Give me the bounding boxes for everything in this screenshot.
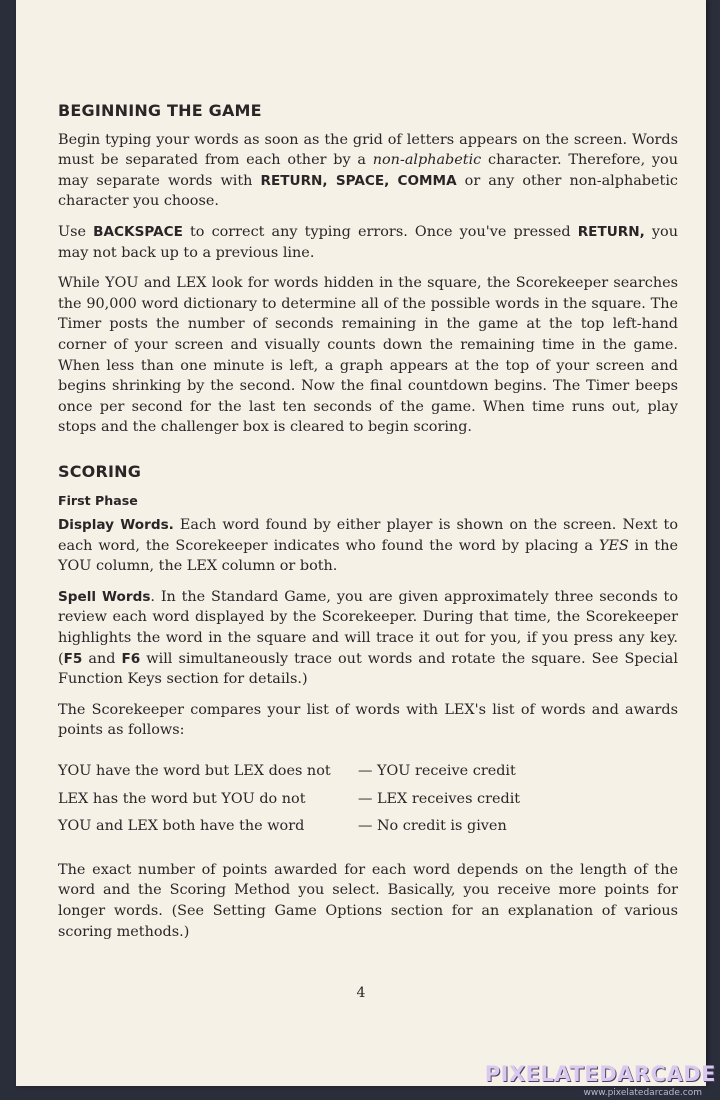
- rule-condition: YOU have the word but LEX does not: [58, 763, 331, 780]
- scoring-rules-table: [58, 761, 520, 844]
- section-heading-scoring: SCORING: [58, 461, 142, 481]
- section-heading-beginning: BEGINNING THE GAME: [58, 101, 262, 120]
- paragraph-timer: While YOU and LEX look for words hidden in the square, the Scorekeeper searches the 90,000 word dictionary to determine all of the possible words in the square. The Timer posts the number of seconds remaining in the game at the top left-hand corner of your screen and visually counts down the remaining time in the game. When less than one minute is left, a graph appears at the top of your screen and begins shrinking by the second. Now the final countdown begins. The Timer beeps once per second for the last ten seconds of the game. When time runs out, play stops and the challenger box is cleared to begin scoring.: [58, 275, 678, 436]
- rule-condition: LEX has the word but YOU do not: [58, 790, 306, 807]
- page-content: [58, 101, 678, 952]
- paragraph-compare: The Scorekeeper compares your list of words with LEX's list of words and awards points as follows:: [58, 701, 678, 739]
- rule-result: — LEX receives credit: [358, 790, 521, 807]
- paragraph-spell-words: Spell Words. In the Standard Game, you are given approximately three seconds to review each word displayed by the Scorekeeper. During that time, the Scorekeeper highlights the word in the square and will trace it out for you, if you press any key. (F5 and F6 will simultaneously trace out words and rotate the square. See Special Function Keys section for details.): [58, 588, 678, 688]
- rule-result: — No credit is given: [358, 818, 507, 835]
- watermark-url: www.pixelatedarcade.com: [583, 1088, 702, 1098]
- paragraph-points: The exact number of points awarded for each word depends on the length of the word and the Scoring Method you select. Basically, you receive more points for longer words. (See Setting Game Options section for an explanation of various scoring methods.): [58, 861, 678, 940]
- rule-condition: YOU and LEX both have the word: [58, 818, 305, 835]
- table-row: [58, 816, 520, 844]
- rule-result: — YOU receive credit: [358, 763, 516, 780]
- subheading-first-phase: First Phase: [58, 492, 138, 508]
- paragraph-display-words: Display Words. Each word found by either player is shown on the screen. Next to each word, the Scorekeeper indicates who found the word by placing a YES in the YOU column, the LEX column or both.: [58, 517, 679, 575]
- watermark-logo: PIXELATEDARCADE: [484, 1062, 716, 1086]
- paragraph-typing-words: Begin typing your words as soon as the grid of letters appears on the screen. Words must be separated from each other by a non-alphabetic character. Therefore, you may separate words with RETURN, SPACE, COMMA or any other non-alphabetic character you choose.: [58, 131, 678, 210]
- table-row: [58, 789, 520, 817]
- manual-page: [16, 0, 706, 1086]
- page-number: 4: [356, 985, 366, 1001]
- paragraph-backspace: Use BACKSPACE to correct any typing errors. Once you've pressed RETURN, you may not back up to a previous line.: [58, 223, 678, 261]
- table-row: [58, 761, 520, 789]
